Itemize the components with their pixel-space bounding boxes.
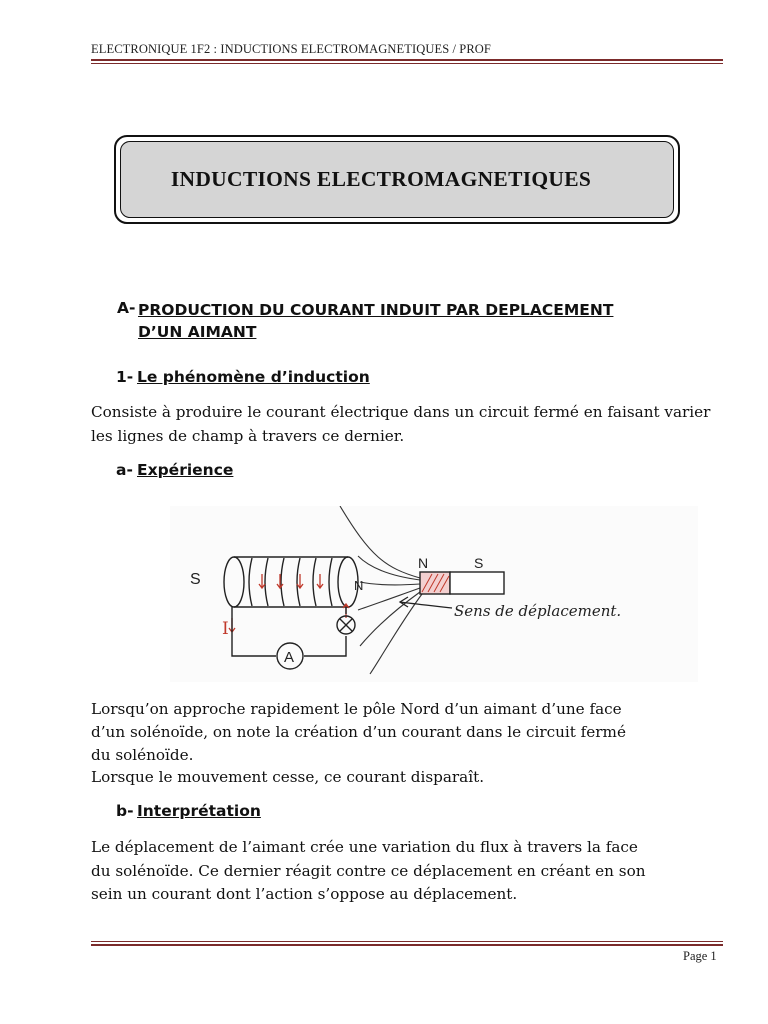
section-a-label: A-	[117, 299, 136, 317]
page-header: ELECTRONIQUE 1F2 : INDUCTIONS ELECTROMAGNETIQUES / PROF	[91, 42, 491, 56]
subsection-1-title: Le phénomène d’induction	[137, 368, 370, 386]
experience-line-1: Lorsqu’on approche rapidement le pôle Nord d’un aimant d’une face	[91, 700, 622, 718]
label-s-magnet: S	[474, 555, 484, 571]
figure-caption: Sens de déplacement.	[454, 602, 622, 620]
interpretation-line-3: sein un courant dont l’action s’oppose au déplacement.	[91, 885, 518, 903]
section-a-title-line2: D’UN AIMANT	[138, 323, 257, 341]
subsection-a-title: Expérience	[137, 461, 234, 479]
induction-definition: Consiste à produire le courant électrique dans un circuit fermé en faisant varier les lignes de champ à travers ce dernier.	[91, 403, 711, 445]
document-title: INDUCTIONS ELECTROMAGNETIQUES	[170, 167, 592, 191]
experience-paragraph	[91, 698, 731, 789]
interpretation-line-1: Le déplacement de l’aimant crée une variation du flux à travers la face	[91, 838, 638, 856]
experience-line-3: du solénoïde.	[91, 745, 194, 764]
subsection-b-label: b-	[116, 802, 134, 820]
label-ammeter-a: A	[284, 649, 295, 666]
experiment-figure	[170, 506, 698, 682]
label-current-i: I	[222, 619, 229, 639]
section-a-title	[138, 299, 698, 343]
label-n-magnet: N	[418, 555, 429, 571]
section-a-title-line1: PRODUCTION DU COURANT INDUIT PAR DEPLACEMENT	[138, 301, 614, 319]
page-number: Page 1	[683, 949, 717, 963]
label-s-left: S	[190, 571, 201, 588]
title-box-inner	[120, 141, 674, 218]
subsection-b-title: Interprétation	[137, 802, 261, 820]
interpretation-line-2: du solénoïde. Ce dernier réagit contre ce déplacement en créant en son	[91, 861, 646, 880]
footer-rule	[91, 941, 723, 946]
title-box	[114, 135, 680, 224]
experience-line-4: Lorsque le mouvement cesse, ce courant disparaît.	[91, 768, 485, 787]
bar-magnet	[420, 572, 504, 594]
label-n-coil: N	[354, 578, 364, 593]
experience-line-2: d’un solénoïde, on note la création d’un courant dans le circuit fermé	[91, 722, 626, 741]
subsection-a-label: a-	[116, 461, 133, 479]
header-rule	[91, 59, 723, 64]
subsection-1-label: 1-	[116, 368, 134, 386]
interpretation-paragraph	[91, 836, 731, 907]
